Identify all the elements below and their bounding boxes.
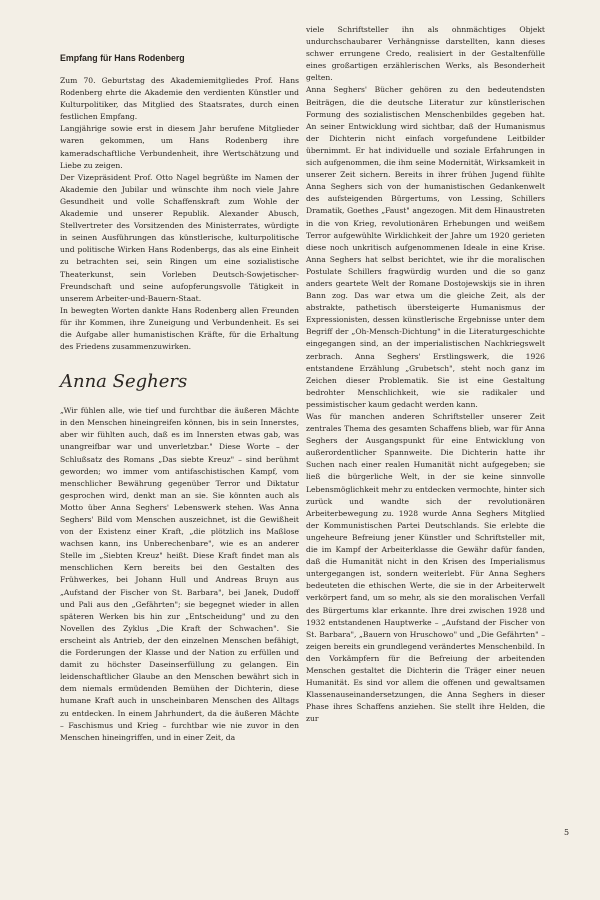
section-heading-seghers: Anna Seghers	[60, 371, 188, 393]
paragraph: Zum 70. Geburtstag des Akademiemitgliedes Prof. Hans Rodenberg ehrte die Akademie den verdienten Künstler und Kulturpolitiker, das Mitglied des Staatsrates, durch einen festlichen Empfang.	[60, 76, 299, 122]
left-column	[60, 52, 299, 744]
page-number: 5	[564, 828, 570, 837]
paragraph: Was für manchen anderen Schriftsteller unserer Zeit zentrales Thema des gesamten Schaffens blieb, war für Anna Seghers der Ausgangspunkt für eine Entwicklung von außerordentlicher Spannweite. Die Dichterin hatte ihr Suchen nach einer realen Humanität nicht aufgegeben; sie ließ die bürgerliche Welt, in der sie keine sinnvolle Lebensmöglichkeit mehr zu entdecken vermochte, hinter sich zurück und wandte sich der revolutionären Arbeiterbewegung zu. 1928 wurde Anna Seghers Mitglied der Kommunistischen Partei Deutschlands. Sie erlebte die ungeheure Befreiung jener Künstler und Schriftsteller mit, die im Kampf der Arbeiterklasse die Gewähr dafür fanden, daß die Humanität nicht in den Krisen des Imperialismus untergegangen ist, sondern weiterlebt. Für Anna Seghers bedeuteten die ethischen Werte, die sie in der Arbeiterwelt verkörpert fand, um so mehr, als sie den moralischen Verfall des Bürgertums klar erkannte. Ihre drei zwischen 1928 und 1932 entstandenen Hauptwerke – „Aufstand der Fischer von St. Barbara", „Bauern von Hruschowo" und „Die Gefährten" – zeigen bereits ein grundlegend verändertes Menschenbild. In den Vorkämpfern für die Befreiung der arbeitenden Menschen gestaltet die Dichterin die Träger einer neuen Humanität. Es sind vor allem die offenen und gewaltsamen Klassenauseinandersetzungen, die Anna Seghers in dieser Phase ihres Schaffens anziehen. Sie stellt ihre Helden, die zur	[306, 412, 545, 724]
paragraph: Anna Seghers' Bücher gehören zu den bedeutendsten Beiträgen, die die deutsche Literatur zur künstlerischen Formung des sozialistischen Menschenbildes gegeben hat. An seiner Entwicklung wird sichtbar, daß der Humanismus der Dichterin nicht einfach vorgefundene Leitbilder übernimmt. Er hat individuelle und soziale Erfahrungen in sich aufgenommen, die ihm seine Modernität, Wirksamkeit in unserer Zeit sichern. Bereits in ihrer frühen Jugend fühlte Anna Seghers sich von der humanistischen Gedankenwelt des aufsteigenden Bürgertums, von Lessing, Schillers Dramatik, Goethes „Faust" angezogen. Mit dem Hinaustreten in die von Krieg, revolutionären Erhebungen und weißem Terror aufgewühlte Wirklichkeit der Jahre um 1920 gerieten diese noch unkritisch aufgenommenen Ideale in eine Krise. Anna Seghers hat selbst berichtet, wie ihr die moralischen Postulate Schillers fragwürdig wurden und die so ganz anders geartete Welt der Romane Dostojewskijs sie in ihren Bann zog. Das war etwa um die gleiche Zeit, als der abstrakte, pathetisch übersteigerte Humanismus der Expressionisten, dessen künstlerische Ergebnisse unter dem Begriff der „Oh-Mensch-Dichtung" in die Literaturgeschichte eingegangen sind, an der imperialistischen Nachkriegswelt zerbrach. Anna Seghers' Erstlingswerk, die 1926 entstandene Erzählung „Grubetsch", steht noch ganz im Zeichen dieser Problematik. Sie ist eine Gestaltung bedrohter Menschlichkeit, wie sie radikaler und pessimistischer kaum gedacht werden kann.	[306, 85, 545, 409]
paragraph: In bewegten Worten dankte Hans Rodenberg allen Freunden für ihr Kommen, ihre Zuneigung und Verbundenheit. Es sei die Aufgabe aller humanistischen Kräfte, für die Erhaltung des Friedens zusammenzuwirken.	[60, 305, 299, 352]
paragraph: viele Schriftsteller ihn als ohnmächtiges Objekt undurchschaubarer Verhängnisse darstellten, kann dieses schwer errungene Credo, realisiert in der Gestaltenfülle eines großartigen erzählerischen Werks, als Besonderheit gelten.	[306, 25, 545, 83]
section-heading-rodenberg: Empfang für Hans Rodenberg	[60, 53, 185, 63]
paragraph: „Wir fühlen alle, wie tief und furchtbar die äußeren Mächte in den Menschen hineingreifen können, bis in sein Innerstes, aber wir fühlten auch, daß es im Innersten etwas gab, was unangreifbar war und unverletzbar." Diese Worte – der Schlußsatz des Romans „Das siebte Kreuz" – sind berühmt geworden; wo immer vom antifaschistischen Kampf, vom menschlicher Bewährung gegenüber Terror und Diktatur gesprochen wird, denkt man an sie. Sie könnten auch als Motto über Anna Seghers' Lebenswerk stehen. Was Anna Seghers' Bild vom Menschen auszeichnet, ist die Gewißheit von der Existenz einer Kraft, „die plötzlich ins Maßlose wachsen kann, ins Unberechenbare", wie es an anderer Stelle im „Siebten Kreuz" heißt. Diese Kraft findet man als menschlichen Kern bereits bei den Gestalten des Frühwerkes, bei Johann Hull und Andreas Bruyn aus „Aufstand der Fischer von St. Barbara", bei Janek, Dudoff und Pali aus den „Gefährten"; sie begegnet wieder in allen späteren Werken bis hin zur „Entscheidung" und zu den Novellen des Zyklus „Die Kraft der Schwachen". Sie erscheint als Antrieb, der den einzelnen Menschen befähigt, die Forderungen der Klasse und der Nation zu erfüllen und damit zu höchster Daseinserfüllung zu gelangen. Ein leidenschaftlicher Glaube an den Menschen bewährt sich in dem niemals ermüdenden Bemühen der Dichterin, diese humane Kraft auch in unscheinbaren Menschen des Alltags zu entdecken. In einem Jahrhundert, da die äußeren Mächte – Faschismus und Krieg – furchtbar wie nie zuvor in den Menschen hineingriffen, und in einer Zeit, da	[60, 406, 299, 742]
paragraph: Der Vizepräsident Prof. Otto Nagel begrüßte im Namen der Akademie den Jubilar und wünschte ihm noch viele Jahre Gesundheit und volle Schaffenskraft zum Wohle der Akademie und unserer Republik. Alexander Abusch, Stellvertreter des Vorsitzenden des Ministerrates, würdigte in seinen Ausführungen das künstlerische, kulturpolitische und politische Wirken Hans Rodenbergs, das als eine Einheit zu betrachten sei, sein Ringen um eine sozialistische Theaterkunst, sein Vorleben Deutsch-Sowjetischer-Freundschaft und seine aufopferungsvolle Tätigkeit in unserem Arbeiter-und-Bauern-Staat.	[60, 172, 299, 303]
right-column	[306, 24, 545, 725]
paragraph: Langjährige sowie erst in diesem Jahr berufene Mitglieder waren gekommen, um Hans Rodenberg ihre kameradschaftliche Verbundenheit, ihre Wertschätzung und Liebe zu zeigen.	[60, 124, 299, 170]
